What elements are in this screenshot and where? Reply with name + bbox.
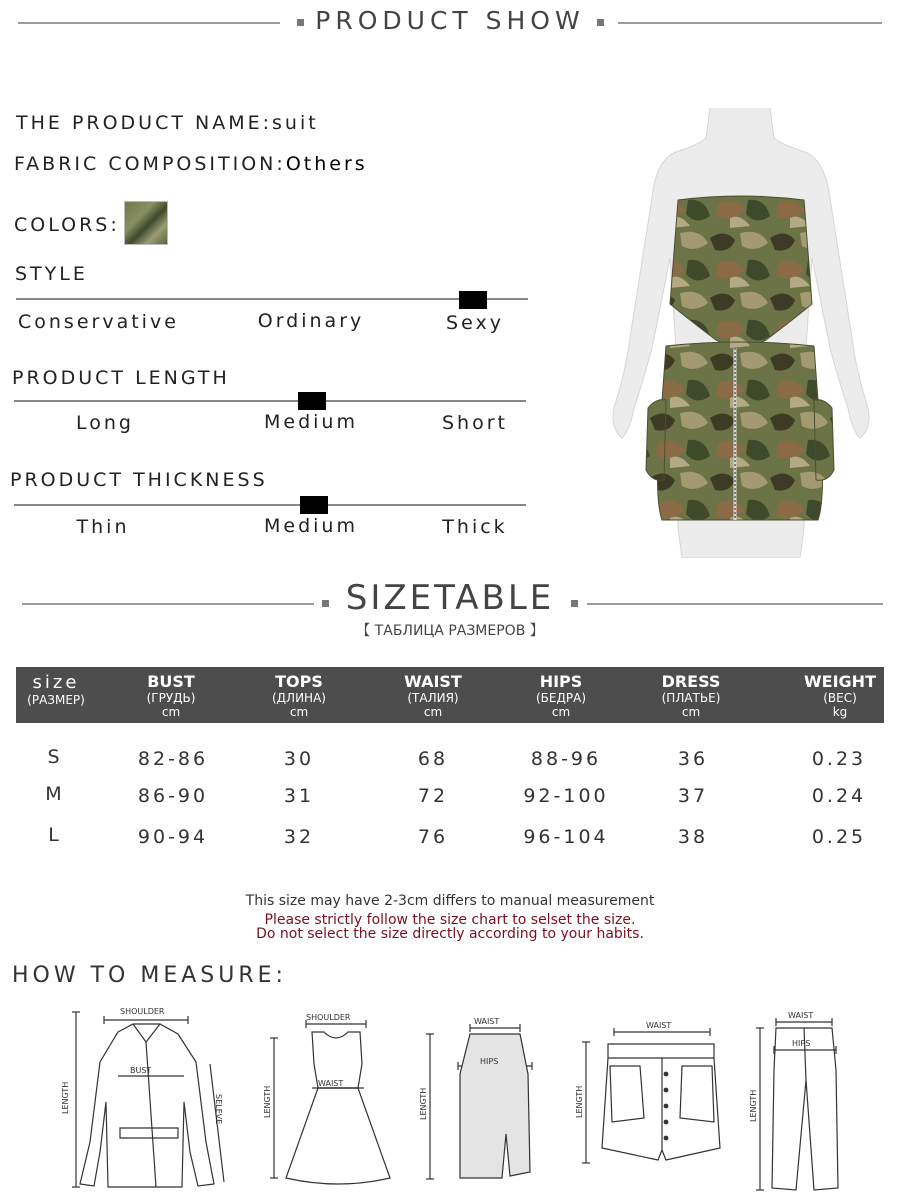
cell-waist: 68 (417, 748, 449, 770)
coat-length-label: LENGTH (61, 1081, 70, 1114)
col-tops-title: TOPS (275, 672, 323, 691)
cell-hips: 88-96 (530, 748, 602, 770)
thickness-scale-line (14, 504, 526, 506)
pants-hips-label: HIPS (792, 1039, 811, 1048)
sizetable-subtitle: 【 ТАБЛИЦА РАЗМЕРОВ 】 (356, 623, 544, 639)
sizetable-dot-right (571, 600, 578, 607)
cell-hips: 92-100 (523, 785, 609, 807)
shorts-diagram (574, 1018, 724, 1173)
cell-bust: 86-90 (137, 785, 209, 807)
cell-weight: 0.25 (811, 826, 867, 848)
sizetable-title: SIZETABLE (345, 578, 555, 618)
skirt-hips-label: HIPS (480, 1057, 499, 1066)
fabric-row (14, 153, 368, 175)
col-waist-title: WAIST (404, 672, 462, 691)
cell-tops: 31 (283, 785, 315, 807)
length-marker (298, 392, 326, 410)
shorts-waist-label: WAIST (646, 1021, 672, 1030)
col-hips-title: HIPS (539, 672, 583, 691)
cell-dress: 37 (677, 785, 709, 807)
col-bust (116, 667, 226, 723)
note-measurement: This size may have 2-3cm differs to manual measurement (245, 893, 655, 909)
cell-dress: 36 (677, 748, 709, 770)
col-size (16, 667, 96, 723)
thickness-marker (300, 496, 328, 514)
col-dress (636, 667, 746, 723)
style-scale-line (16, 298, 528, 300)
cell-hips: 96-104 (523, 826, 609, 848)
col-bust-unit: cm (161, 705, 181, 719)
col-tops-unit: cm (289, 705, 309, 719)
coat-shoulder-label: SHOULDER (120, 1007, 165, 1016)
product-name-row (16, 112, 319, 134)
style-marker (459, 291, 487, 309)
thickness-option-medium: Medium (264, 515, 358, 537)
style-option-sexy: Sexy (446, 312, 504, 334)
col-weight (786, 667, 894, 723)
col-dress-unit: cm (681, 705, 701, 719)
col-bust-title: BUST (147, 672, 195, 691)
sizetable-rule-right (587, 603, 883, 605)
col-size-ru: (РАЗМЕР) (27, 693, 85, 707)
cell-size: L (48, 824, 62, 846)
col-bust-ru: (ГРУДЬ) (146, 691, 196, 705)
how-to-measure-title: HOW TO MEASURE: (12, 963, 287, 988)
dress-length-label: LENGTH (263, 1085, 272, 1118)
product-photo (590, 108, 890, 558)
cell-tops: 30 (283, 748, 315, 770)
coat-bust-label: BUST (130, 1066, 152, 1075)
skirt-diagram (418, 1014, 548, 1189)
col-dress-ru: (ПЛАТЬЕ) (661, 691, 721, 705)
colors-label: COLORS: (14, 214, 120, 236)
note-habits: Do not select the size directly according to your habits. (256, 926, 644, 942)
coat-diagram (58, 1002, 238, 1197)
style-label: STYLE (15, 263, 88, 285)
col-dress-title: DRESS (661, 672, 721, 691)
header-rule-right (618, 22, 882, 24)
length-option-long: Long (76, 412, 134, 434)
cell-dress: 38 (677, 826, 709, 848)
color-swatch-camo[interactable] (124, 201, 168, 245)
shorts-length-label: LENGTH (575, 1085, 584, 1118)
cell-waist: 72 (417, 785, 449, 807)
note-follow-chart: Please strictly follow the size chart to selset the size. (264, 912, 636, 928)
col-waist-ru: (ТАЛИЯ) (407, 691, 459, 705)
skirt-length-label: LENGTH (419, 1087, 428, 1120)
col-weight-unit: kg (832, 705, 848, 719)
col-hips-ru: (БЕДРА) (536, 691, 586, 705)
product-name-value: suit (272, 112, 319, 134)
length-option-short: Short (442, 412, 508, 434)
cell-waist: 76 (417, 826, 449, 848)
fabric-value: Others (285, 153, 368, 175)
coat-sleeve-label: SELEVE (214, 1094, 223, 1125)
cell-weight: 0.24 (811, 785, 867, 807)
length-option-medium: Medium (264, 411, 358, 433)
cell-weight: 0.23 (811, 748, 867, 770)
cell-bust: 82-86 (137, 748, 209, 770)
product-name-label: THE PRODUCT NAME: (16, 112, 273, 134)
pants-length-label: LENGTH (749, 1089, 758, 1122)
dress-diagram (262, 1010, 412, 1195)
col-weight-title: WEIGHT (804, 672, 876, 691)
dress-shoulder-label: SHOULDER (306, 1013, 351, 1022)
dress-waist-label: WAIST (318, 1079, 344, 1088)
col-waist-unit: cm (423, 705, 443, 719)
col-hips-unit: cm (551, 705, 571, 719)
cell-bust: 90-94 (137, 826, 209, 848)
cell-size: M (45, 783, 65, 805)
length-scale-line (14, 400, 526, 402)
size-table-header (16, 667, 884, 723)
style-option-conservative: Conservative (18, 311, 179, 333)
col-size-title: size (32, 672, 80, 693)
col-weight-ru: (ВЕС) (823, 691, 857, 705)
cell-tops: 32 (283, 826, 315, 848)
col-tops (244, 667, 354, 723)
thickness-option-thick: Thick (442, 516, 508, 538)
skirt-waist-label: WAIST (474, 1017, 500, 1026)
length-label: PRODUCT LENGTH (12, 367, 230, 389)
header-dot-right (597, 19, 604, 26)
pants-diagram (746, 1010, 866, 1195)
pants-waist-label: WAIST (788, 1011, 814, 1020)
fabric-label: FABRIC COMPOSITION: (14, 153, 286, 175)
cell-size: S (47, 746, 63, 768)
col-hips (506, 667, 616, 723)
col-waist (378, 667, 488, 723)
thickness-label: PRODUCT THICKNESS (10, 469, 268, 491)
style-option-ordinary: Ordinary (257, 310, 365, 332)
thickness-option-thin: Thin (76, 516, 130, 538)
page-title: PRODUCT SHOW (315, 6, 585, 35)
col-tops-ru: (ДЛИНА) (272, 691, 326, 705)
